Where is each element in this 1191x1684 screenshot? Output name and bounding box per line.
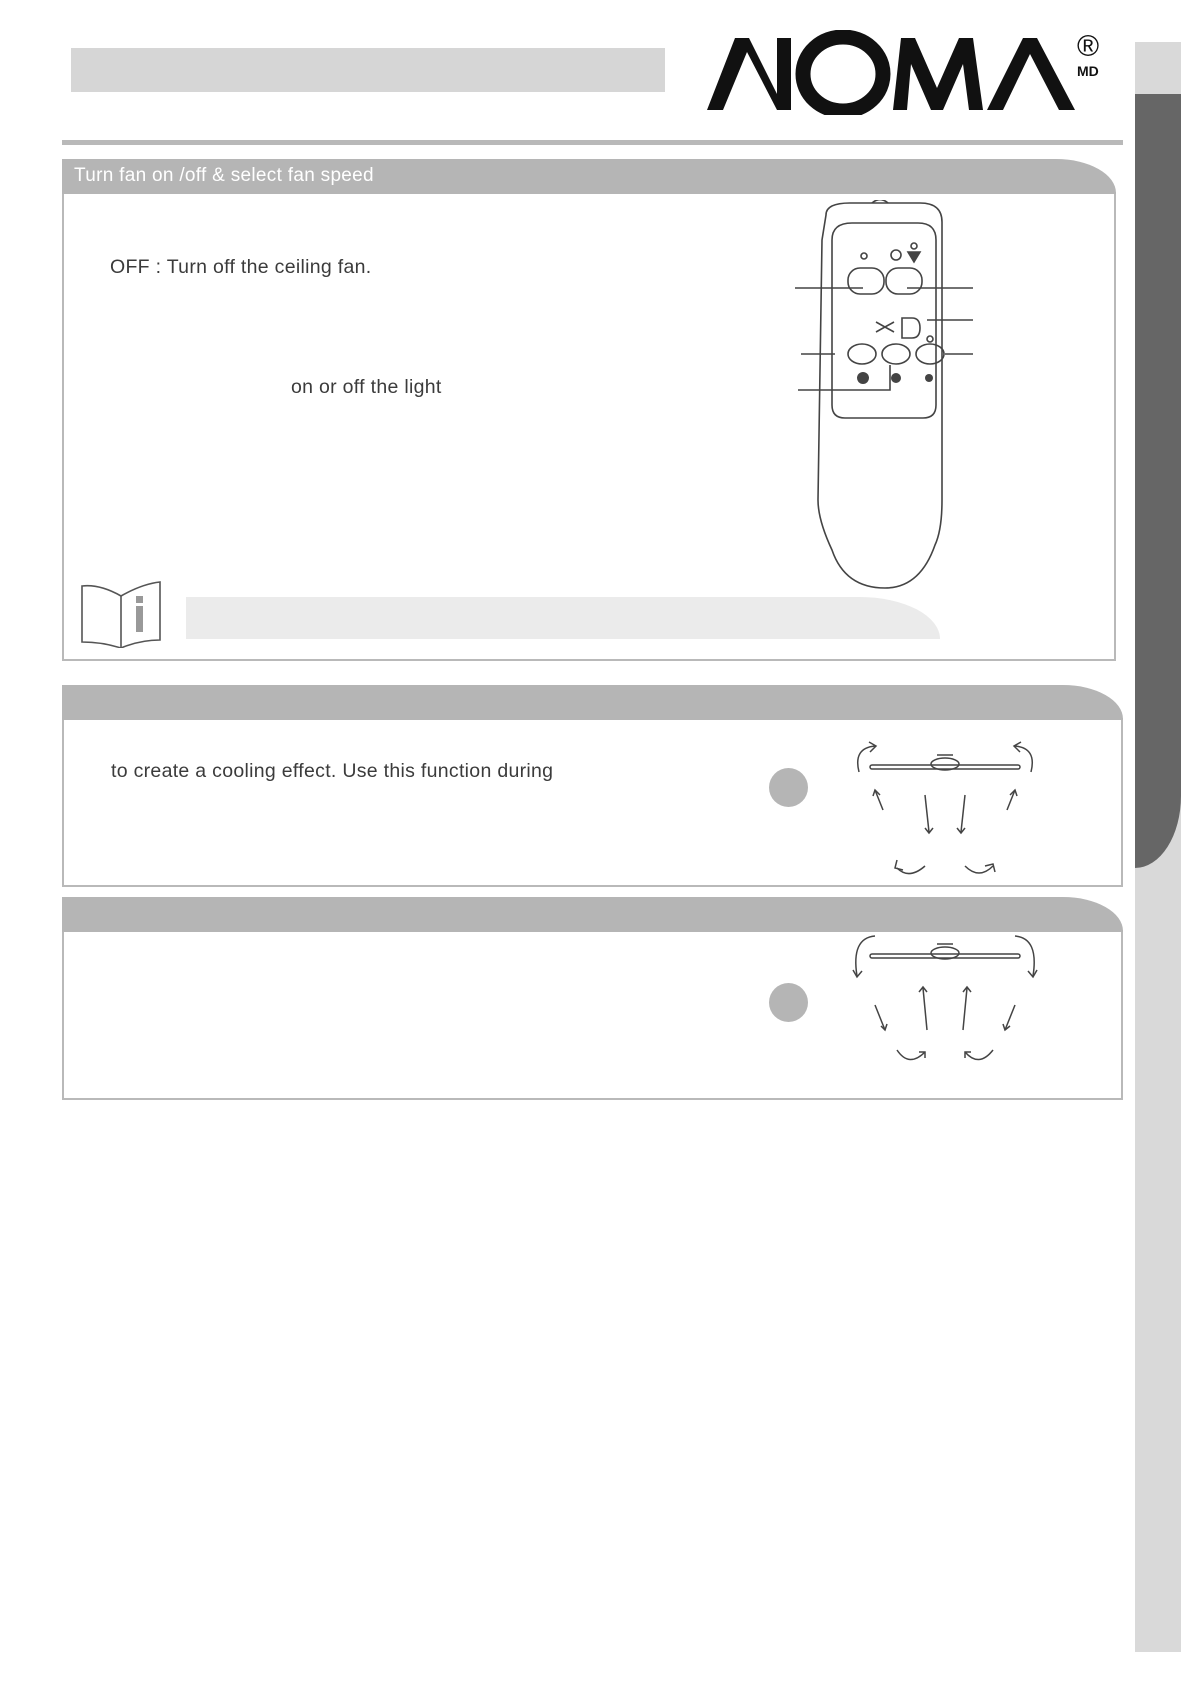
registered-mark: ® bbox=[1077, 30, 1100, 63]
remote-callout-lines bbox=[795, 280, 975, 400]
fan-speed-heading: Turn fan on /off & select fan speed bbox=[62, 159, 1116, 194]
info-book-icon bbox=[80, 578, 162, 648]
cooling-instruction: to create a cooling effect. Use this function during bbox=[111, 760, 554, 782]
downdraft-heading bbox=[62, 685, 1123, 720]
fan-downdraft-icon bbox=[845, 740, 1045, 885]
note-placeholder-bar bbox=[186, 597, 940, 639]
off-instruction: OFF : Turn off the ceiling fan. bbox=[110, 256, 372, 278]
fan-updraft-icon bbox=[845, 930, 1045, 1075]
title-placeholder-bar bbox=[71, 48, 665, 92]
updraft-step-marker bbox=[769, 983, 808, 1022]
side-tab-dark bbox=[1135, 94, 1181, 868]
updraft-heading bbox=[62, 897, 1123, 932]
noma-logo bbox=[705, 30, 1125, 115]
md-mark: MD bbox=[1077, 63, 1099, 79]
header-rule bbox=[62, 140, 1123, 145]
downdraft-step-marker bbox=[769, 768, 808, 807]
light-instruction: on or off the light bbox=[291, 376, 442, 398]
